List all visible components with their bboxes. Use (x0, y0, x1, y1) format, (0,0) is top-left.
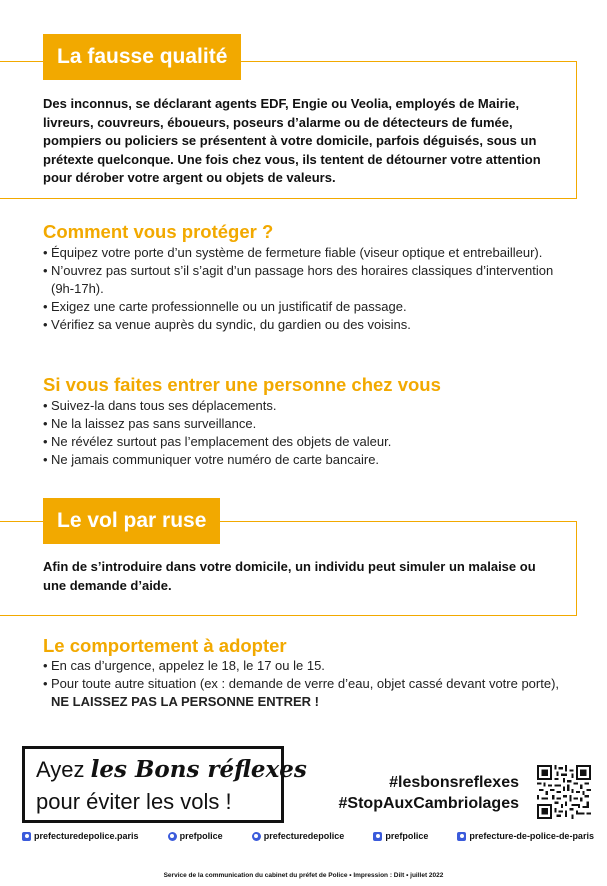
logo-line2: pour éviter les vols ! (36, 789, 232, 814)
social-label: prefpolice (179, 831, 223, 841)
linkedin-icon (457, 832, 466, 841)
vol-par-ruse-text: Afin de s’introduire dans votre domicile, un individu peut simuler un malaise ou une demande d’aide. (43, 559, 536, 593)
list-item: • N’ouvrez pas surtout s’il s’agit d’un passage hors des horaires classiques d’intervention (9h-17h). (43, 262, 563, 298)
list-item-strong: NE LAISSEZ PAS LA PERSONNE ENTRER ! (51, 694, 319, 709)
list-item-text: Pour toute autre situation (ex : demande de verre d’eau, objet cassé devant votre porte), (51, 676, 560, 691)
social-label: prefecturedepolice.paris (34, 831, 139, 841)
list-item: • En cas d’urgence, appelez le 18, le 17 ou le 15. (43, 657, 563, 675)
social-link-instagram[interactable] (373, 831, 428, 841)
social-links (22, 831, 594, 841)
fausse-qualite-text: Des inconnus, se déclarant agents EDF, Engie ou Veolia, employés de Mairie, livreurs, couvreurs, éboueurs, poseurs d’alarme ou de détecteurs de fumée, pompiers ou policiers se présentent à votre domicile, parfois déguisés, sous un prétexte quelconque. Une fois chez vous, ils tentent de détourner votre attention pour dérober votre argent ou objets de valeurs. (43, 96, 541, 185)
bons-reflexes-logo (22, 746, 307, 823)
fausse-qualite-title: La fausse qualité (43, 34, 241, 80)
behavior-list (43, 657, 563, 711)
list-item: • Ne la laissez pas sans surveillance. (43, 415, 563, 433)
facebook-icon (252, 832, 261, 841)
list-item: • Vérifiez sa venue auprès du syndic, du gardien ou des voisins. (43, 316, 563, 334)
list-item: • Suivez-la dans tous ses déplacements. (43, 397, 563, 415)
list-item: • Équipez votre porte d’un système de fermeture fiable (viseur optique et entrebailleur). (43, 244, 563, 262)
social-link-instagram-paris[interactable] (22, 831, 139, 841)
protect-list (43, 244, 563, 334)
inside-list (43, 397, 563, 469)
list-item: • Ne jamais communiquer votre numéro de carte bancaire. (43, 451, 563, 469)
list-item (43, 675, 563, 711)
protect-heading: Comment vous protéger ? (43, 221, 274, 242)
social-label: prefecture-de-police-de-paris (469, 831, 594, 841)
social-label: prefpolice (385, 831, 429, 841)
instagram-icon (22, 832, 31, 841)
list-item: • Exigez une carte professionnelle ou un justificatif de passage. (43, 298, 563, 316)
social-link-linkedin[interactable] (457, 831, 594, 841)
vol-par-ruse-title: Le vol par ruse (43, 498, 220, 544)
behavior-heading: Le comportement à adopter (43, 635, 287, 656)
social-link-twitter[interactable] (168, 831, 223, 841)
hashtags (339, 772, 519, 814)
social-link-facebook[interactable] (252, 831, 345, 841)
instagram-icon (373, 832, 382, 841)
footer-credits: Service de la communication du cabinet du préfet de Police • Impression : Dilt • juillet 2022 (163, 872, 444, 879)
twitter-icon (168, 832, 177, 841)
logo-word-ayez: Ayez (36, 757, 85, 782)
hashtag: #StopAuxCambriolages (338, 795, 519, 812)
hashtag: #lesbonsreflexes (389, 774, 519, 791)
social-label: prefecturedepolice (263, 831, 345, 841)
list-item: • Ne révélez surtout pas l’emplacement des objets de valeur. (43, 433, 563, 451)
inside-heading: Si vous faites entrer une personne chez vous (43, 374, 441, 395)
qr-code-icon[interactable] (537, 765, 591, 819)
logo-script: les Bons réflexes (90, 756, 307, 783)
